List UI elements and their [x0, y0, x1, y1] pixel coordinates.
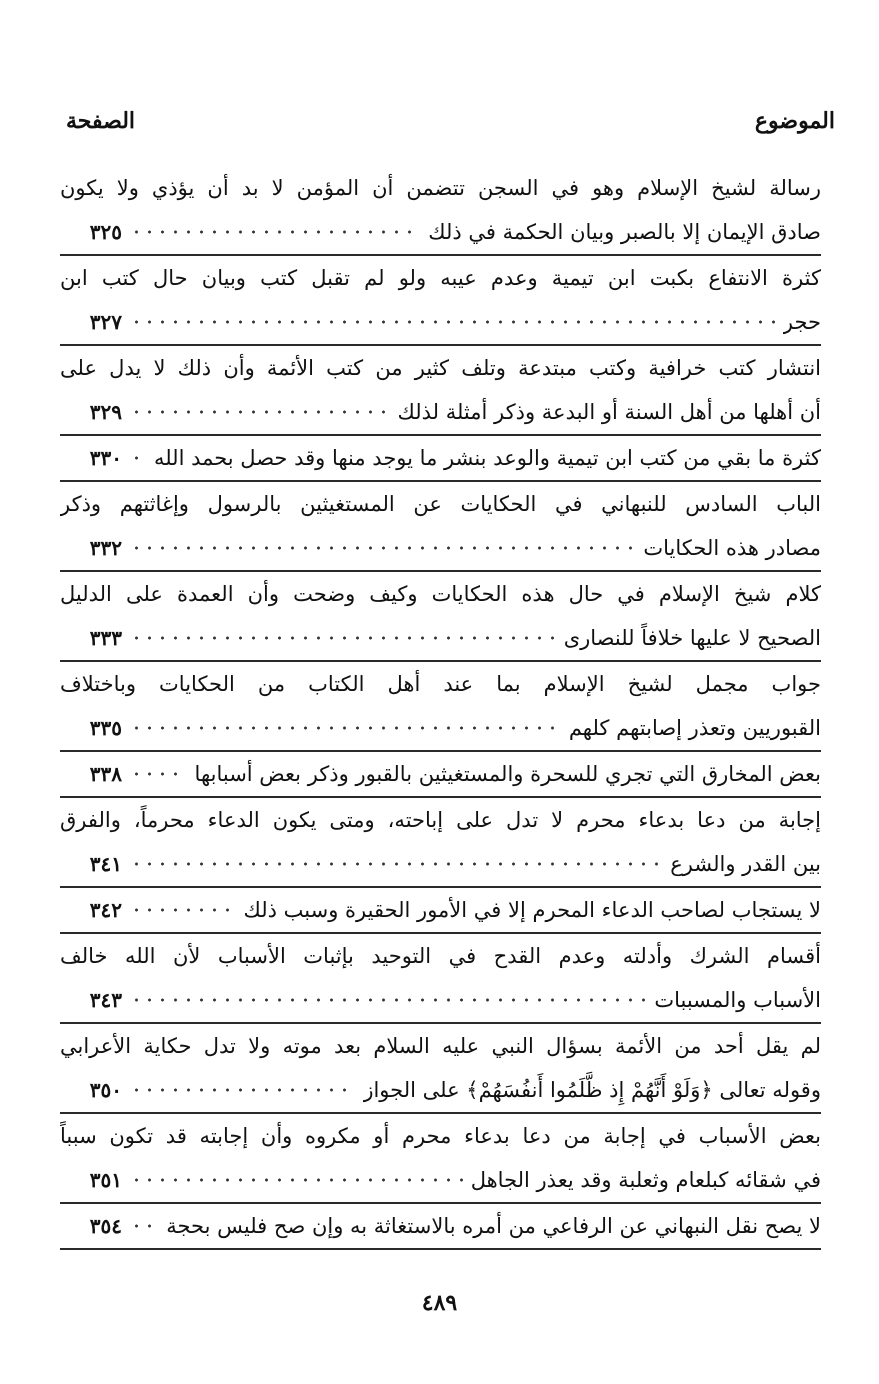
entry-text-line: بعض الأسباب في إجابة من دعا بدعاء محرم أو مكروه وأن إجابته قد تكون سبباً	[60, 1124, 821, 1148]
entry-text-line: الصحيح لا عليها خلافاً للنصارى	[563, 626, 821, 650]
toc-entry	[60, 166, 821, 256]
dot-leader	[130, 706, 561, 750]
entry-text-line: لا يصح نقل النبهاني عن الرفاعي من أمره بالاستغاثة به وإن صح فليس بحجة	[166, 1214, 821, 1238]
toc-entry	[60, 1204, 821, 1250]
entry-page-number: ٣٣٢	[89, 536, 122, 560]
entry-page-number: ٣٢٧	[89, 310, 122, 334]
entry-text-line: كثرة الانتفاع بكبت ابن تيمية وعدم عيبه ولو لم تقبل كتب وبيان حال كتب ابن	[60, 266, 821, 290]
dot-leader	[130, 1204, 158, 1248]
entry-page-number: ٣٥٠	[89, 1078, 122, 1102]
entry-page-number: ٣٢٥	[89, 220, 122, 244]
topic-column-header: الموضوع	[754, 108, 835, 134]
page-column-header: الصفحة	[66, 108, 136, 134]
entry-text-line: كثرة ما بقي من كتب ابن تيمية والوعد بنشر ما يوجد منها وقد حصل بحمد الله	[153, 446, 821, 470]
entry-text-line: إجابة من دعا بدعاء محرم لا تدل على إباحته، ومتى يكون الدعاء محرماً، والفرق	[60, 808, 821, 832]
page-number: ٤٨٩	[421, 1290, 458, 1316]
toc-entry	[60, 934, 821, 1024]
toc-entry	[60, 482, 821, 572]
entry-text-line: لم يقل أحد من الأئمة بسؤال النبي عليه السلام بعد موته ولا تدل حكاية الأعرابي	[60, 1034, 821, 1058]
toc-entry	[60, 346, 821, 436]
toc-entry	[60, 662, 821, 752]
toc-entries	[60, 166, 821, 1250]
toc-entry	[60, 256, 821, 346]
entry-text-line: الباب السادس للنبهاني في الحكايات عن المستغيثين بالرسول وإغاثتهم وذكر	[60, 492, 821, 516]
toc-entry	[60, 1024, 821, 1114]
entry-text-line: كلام شيخ الإسلام في حال هذه الحكايات وكيف وضحت وأن العمدة على الدليل	[60, 582, 821, 606]
entry-text-line: جواب مجمل لشيخ الإسلام بما عند أهل الكتاب من الحكايات وباختلاف	[60, 672, 821, 696]
entry-text-line: صادق الإيمان إلا بالصبر وبيان الحكمة في ذلك	[428, 220, 821, 244]
entry-page-number: ٣٣٨	[89, 762, 122, 786]
toc-entry	[60, 798, 821, 888]
entry-text-line: بين القدر والشرع	[670, 852, 821, 876]
dot-leader	[130, 842, 662, 886]
entry-page-number: ٣٤٣	[89, 988, 122, 1012]
dot-leader	[130, 390, 390, 434]
dot-leader	[130, 978, 646, 1022]
entry-page-number: ٣٣٣	[89, 626, 122, 650]
entry-text-line: بعض المخارق التي تجري للسحرة والمستغيثين بالقبور وذكر بعض أسبابها	[194, 762, 821, 786]
toc-entry	[60, 1114, 821, 1204]
entry-page-number: ٣٥٤	[89, 1214, 122, 1238]
entry-text-line: رسالة لشيخ الإسلام وهو في السجن تتضمن أن المؤمن لا بد أن يؤذي ولا يكون	[60, 176, 821, 200]
dot-leader	[130, 1158, 463, 1202]
entry-text-line: أن أهلها من أهل السنة أو البدعة وذكر أمثلة لذلك	[397, 400, 821, 424]
entry-text-line: الأسباب والمسببات	[654, 988, 821, 1012]
dot-leader	[130, 888, 236, 932]
entry-text-line: وقوله تعالى ﴿وَلَوْ أَنَّهُمْ إِذ ظَّلَمُوا أَنفُسَهُمْ﴾ على الجواز	[363, 1078, 821, 1102]
entry-page-number: ٣٢٩	[89, 400, 122, 424]
entry-page-number: ٣٥١	[89, 1168, 122, 1192]
toc-entry	[60, 572, 821, 662]
toc-entry	[60, 436, 821, 482]
entry-text-line: القبوريين وتعذر إصابتهم كلهم	[568, 716, 821, 740]
entry-text-line: انتشار كتب خرافية وكتب مبتدعة وتلف كثير من كتب الأئمة وأن ذلك لا يدل على	[60, 356, 821, 380]
entry-page-number: ٣٤٢	[89, 898, 122, 922]
entry-text-line: حجر	[782, 310, 821, 334]
dot-leader	[130, 752, 187, 796]
dot-leader	[130, 210, 420, 254]
dot-leader	[130, 526, 635, 570]
toc-entry	[60, 752, 821, 798]
dot-leader	[130, 1068, 355, 1112]
toc-entry	[60, 888, 821, 934]
dot-leader	[130, 616, 556, 660]
entry-text-line: لا يستجاب لصاحب الدعاء المحرم إلا في الأمور الحقيرة وسبب ذلك	[243, 898, 821, 922]
entry-text-line: مصادر هذه الحكايات	[643, 536, 821, 560]
dot-leader	[130, 436, 146, 480]
dot-leader	[130, 300, 775, 344]
entry-page-number: ٣٣٠	[89, 446, 122, 470]
entry-page-number: ٣٤١	[89, 852, 122, 876]
entry-page-number: ٣٣٥	[89, 716, 122, 740]
entry-text-line: أقسام الشرك وأدلته وعدم القدح في التوحيد بإثبات الأسباب لأن الله خالف	[60, 944, 821, 968]
entry-text-line: في شقائه كبلعام وثعلبة وقد يعذر الجاهل	[470, 1168, 821, 1192]
